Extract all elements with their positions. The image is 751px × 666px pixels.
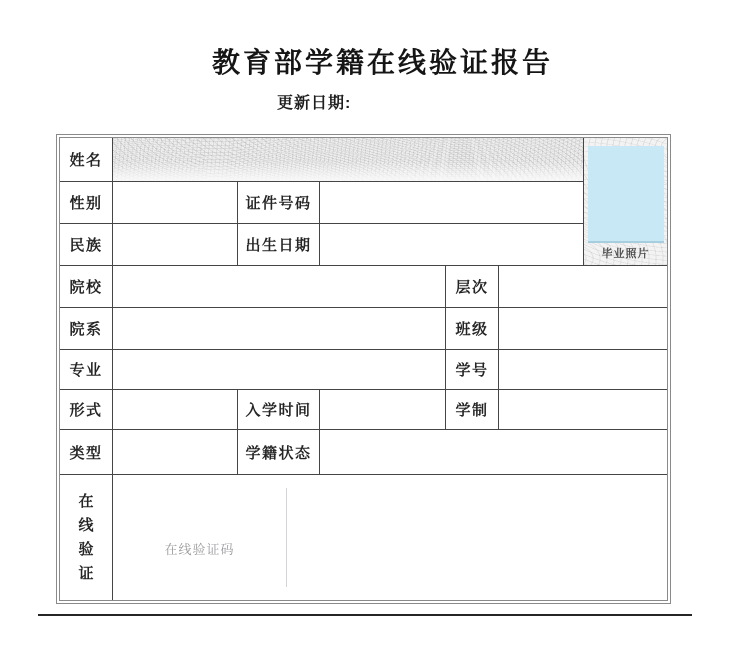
institution-label: 院校 (60, 266, 113, 307)
ethnicity-value-cell (113, 224, 238, 265)
table-row (60, 308, 667, 350)
form-value-cell (113, 390, 238, 429)
department-value-cell (113, 308, 446, 349)
faint-cell-divider (286, 488, 287, 587)
form-label: 形式 (60, 390, 113, 429)
table-row (60, 224, 667, 266)
type-label: 类型 (60, 430, 113, 474)
enrollment-date-label: 入学时间 (238, 390, 320, 429)
page-title: 教育部学籍在线验证报告 (211, 47, 553, 78)
table-row (60, 350, 667, 390)
id-number-label: 证件号码 (238, 182, 320, 223)
enrollment-status-label: 学籍状态 (238, 430, 320, 474)
table-row (60, 266, 667, 308)
ethnicity-label: 民族 (60, 224, 113, 265)
major-label: 专业 (60, 350, 113, 389)
gender-value-cell (113, 182, 238, 223)
table-row (60, 430, 667, 475)
level-label: 层次 (446, 266, 499, 307)
student-id-value-cell (499, 350, 667, 389)
name-label: 姓名 (60, 138, 113, 181)
student-info-table (56, 134, 671, 604)
class-label: 班级 (446, 308, 499, 349)
major-value-cell (113, 350, 446, 389)
verification-content-cell (113, 475, 667, 600)
level-value-cell (499, 266, 667, 307)
enrollment-status-value-cell (320, 430, 667, 474)
table-row (60, 390, 667, 430)
duration-value-cell (499, 390, 667, 429)
graduation-photo (588, 146, 664, 243)
department-label: 院系 (60, 308, 113, 349)
update-date-label: 更新日期: (277, 95, 352, 112)
type-value-cell (113, 430, 238, 474)
institution-value-cell (113, 266, 446, 307)
name-value-cell (113, 138, 583, 181)
graduation-photo-cell (583, 138, 667, 266)
birth-date-value-cell (320, 224, 583, 265)
duration-label: 学制 (446, 390, 499, 429)
gender-label: 性别 (60, 182, 113, 223)
enrollment-date-value-cell (320, 390, 446, 429)
table-row (60, 182, 667, 224)
online-verification-label-text: 在线验证 (78, 492, 94, 582)
student-id-label: 学号 (446, 350, 499, 389)
table-row (60, 475, 667, 600)
verification-code-placeholder: 在线验证码 (164, 542, 235, 557)
photo-caption: 毕业照片 (601, 248, 650, 260)
class-value-cell (499, 308, 667, 349)
table-row (60, 138, 667, 182)
birth-date-label: 出生日期 (238, 224, 320, 265)
page-bottom-line (38, 614, 692, 616)
online-verification-label (60, 475, 113, 600)
id-number-value-cell (320, 182, 583, 223)
